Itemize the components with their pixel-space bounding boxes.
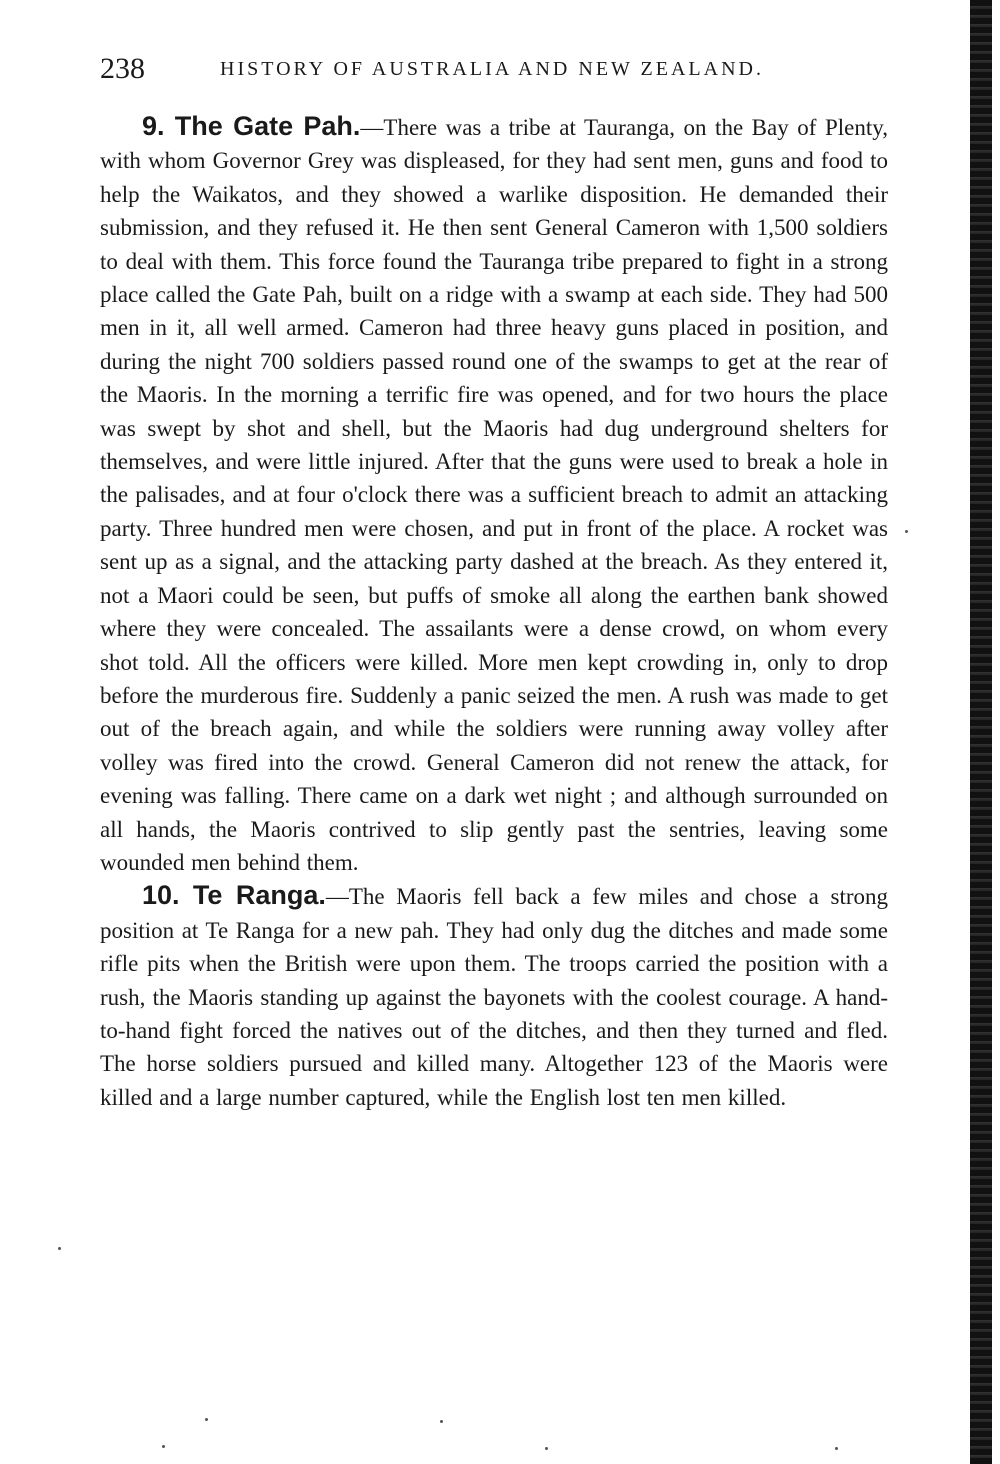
scan-speck [58, 1247, 61, 1250]
section-paragraph: —The Maoris fell back a few miles and chose a strong position at Te Ranga for a new pah. They had only dug the ditches and made some rifle pits when the British were upon them. The troops carried the position with a rush, the Maoris standing up against the bayonets with the coolest courage. A hand-to-hand fight forced the natives out of the ditches, and then they turned and fled. The horse soldiers pursued and killed many. Altogether 123 of the Maoris were killed and a large number captured, while the English lost ten men killed. [100, 884, 888, 1110]
scan-speck [162, 1445, 165, 1448]
scan-speck [835, 1447, 838, 1450]
page-binding-edge [970, 0, 992, 1464]
section-te-ranga [100, 879, 888, 1114]
section-heading: 9. The Gate Pah. [142, 111, 361, 141]
section-heading: 10. Te Ranga. [142, 880, 326, 911]
page-number: 238 [100, 52, 145, 85]
section-gate-pah [100, 110, 888, 879]
scan-speck [905, 530, 908, 533]
running-head [100, 52, 900, 92]
running-title: HISTORY OF AUSTRALIA AND NEW ZEALAND. [220, 58, 764, 80]
scan-speck [545, 1447, 548, 1450]
scan-speck [440, 1420, 443, 1423]
scan-speck [205, 1418, 208, 1421]
body-text [100, 110, 888, 1114]
section-paragraph: —There was a tribe at Tauranga, on the Bay of Plenty, with whom Governor Grey was displeased, for they had sent men, guns and food to help the Waikatos, and they showed a warlike disposition. He demanded their submission, and they refused it. He then sent General Cameron with 1,500 soldiers to deal with them. This force found the Tauranga tribe prepared to fight in a strong place called the Gate Pah, built on a ridge with a swamp at each side. They had 500 men in it, all well armed. Cameron had three heavy guns placed in position, and during the night 700 soldiers passed round one of the swamps to get at the rear of the Maoris. In the morning a terrific fire was opened, and for two hours the place was swept by shot and shell, but the Maoris had dug underground shelters for themselves, and were little injured. After that the guns were used to break a hole in the palisades, and at four o'clock there was a sufficient breach to admit an attacking party. Three hundred men were chosen, and put in front of the place. A rocket was sent up as a signal, and the attacking party dashed at the breach. As they entered it, not a Maori could be seen, but puffs of smoke all along the earthen bank showed where they were concealed. The assailants were a dense crowd, on whom every shot told. All the officers were killed. More men kept crowding in, only to drop before the murderous fire. Suddenly a panic seized the men. A rush was made to get out of the breach again, and while the soldiers were running away volley after volley was fired into the crowd. General Cameron did not renew the attack, for evening was falling. There came on a dark wet night ; and although surrounded on all hands, the Maoris contrived to slip gently past the sentries, leaving some wounded men behind them. [100, 115, 888, 875]
